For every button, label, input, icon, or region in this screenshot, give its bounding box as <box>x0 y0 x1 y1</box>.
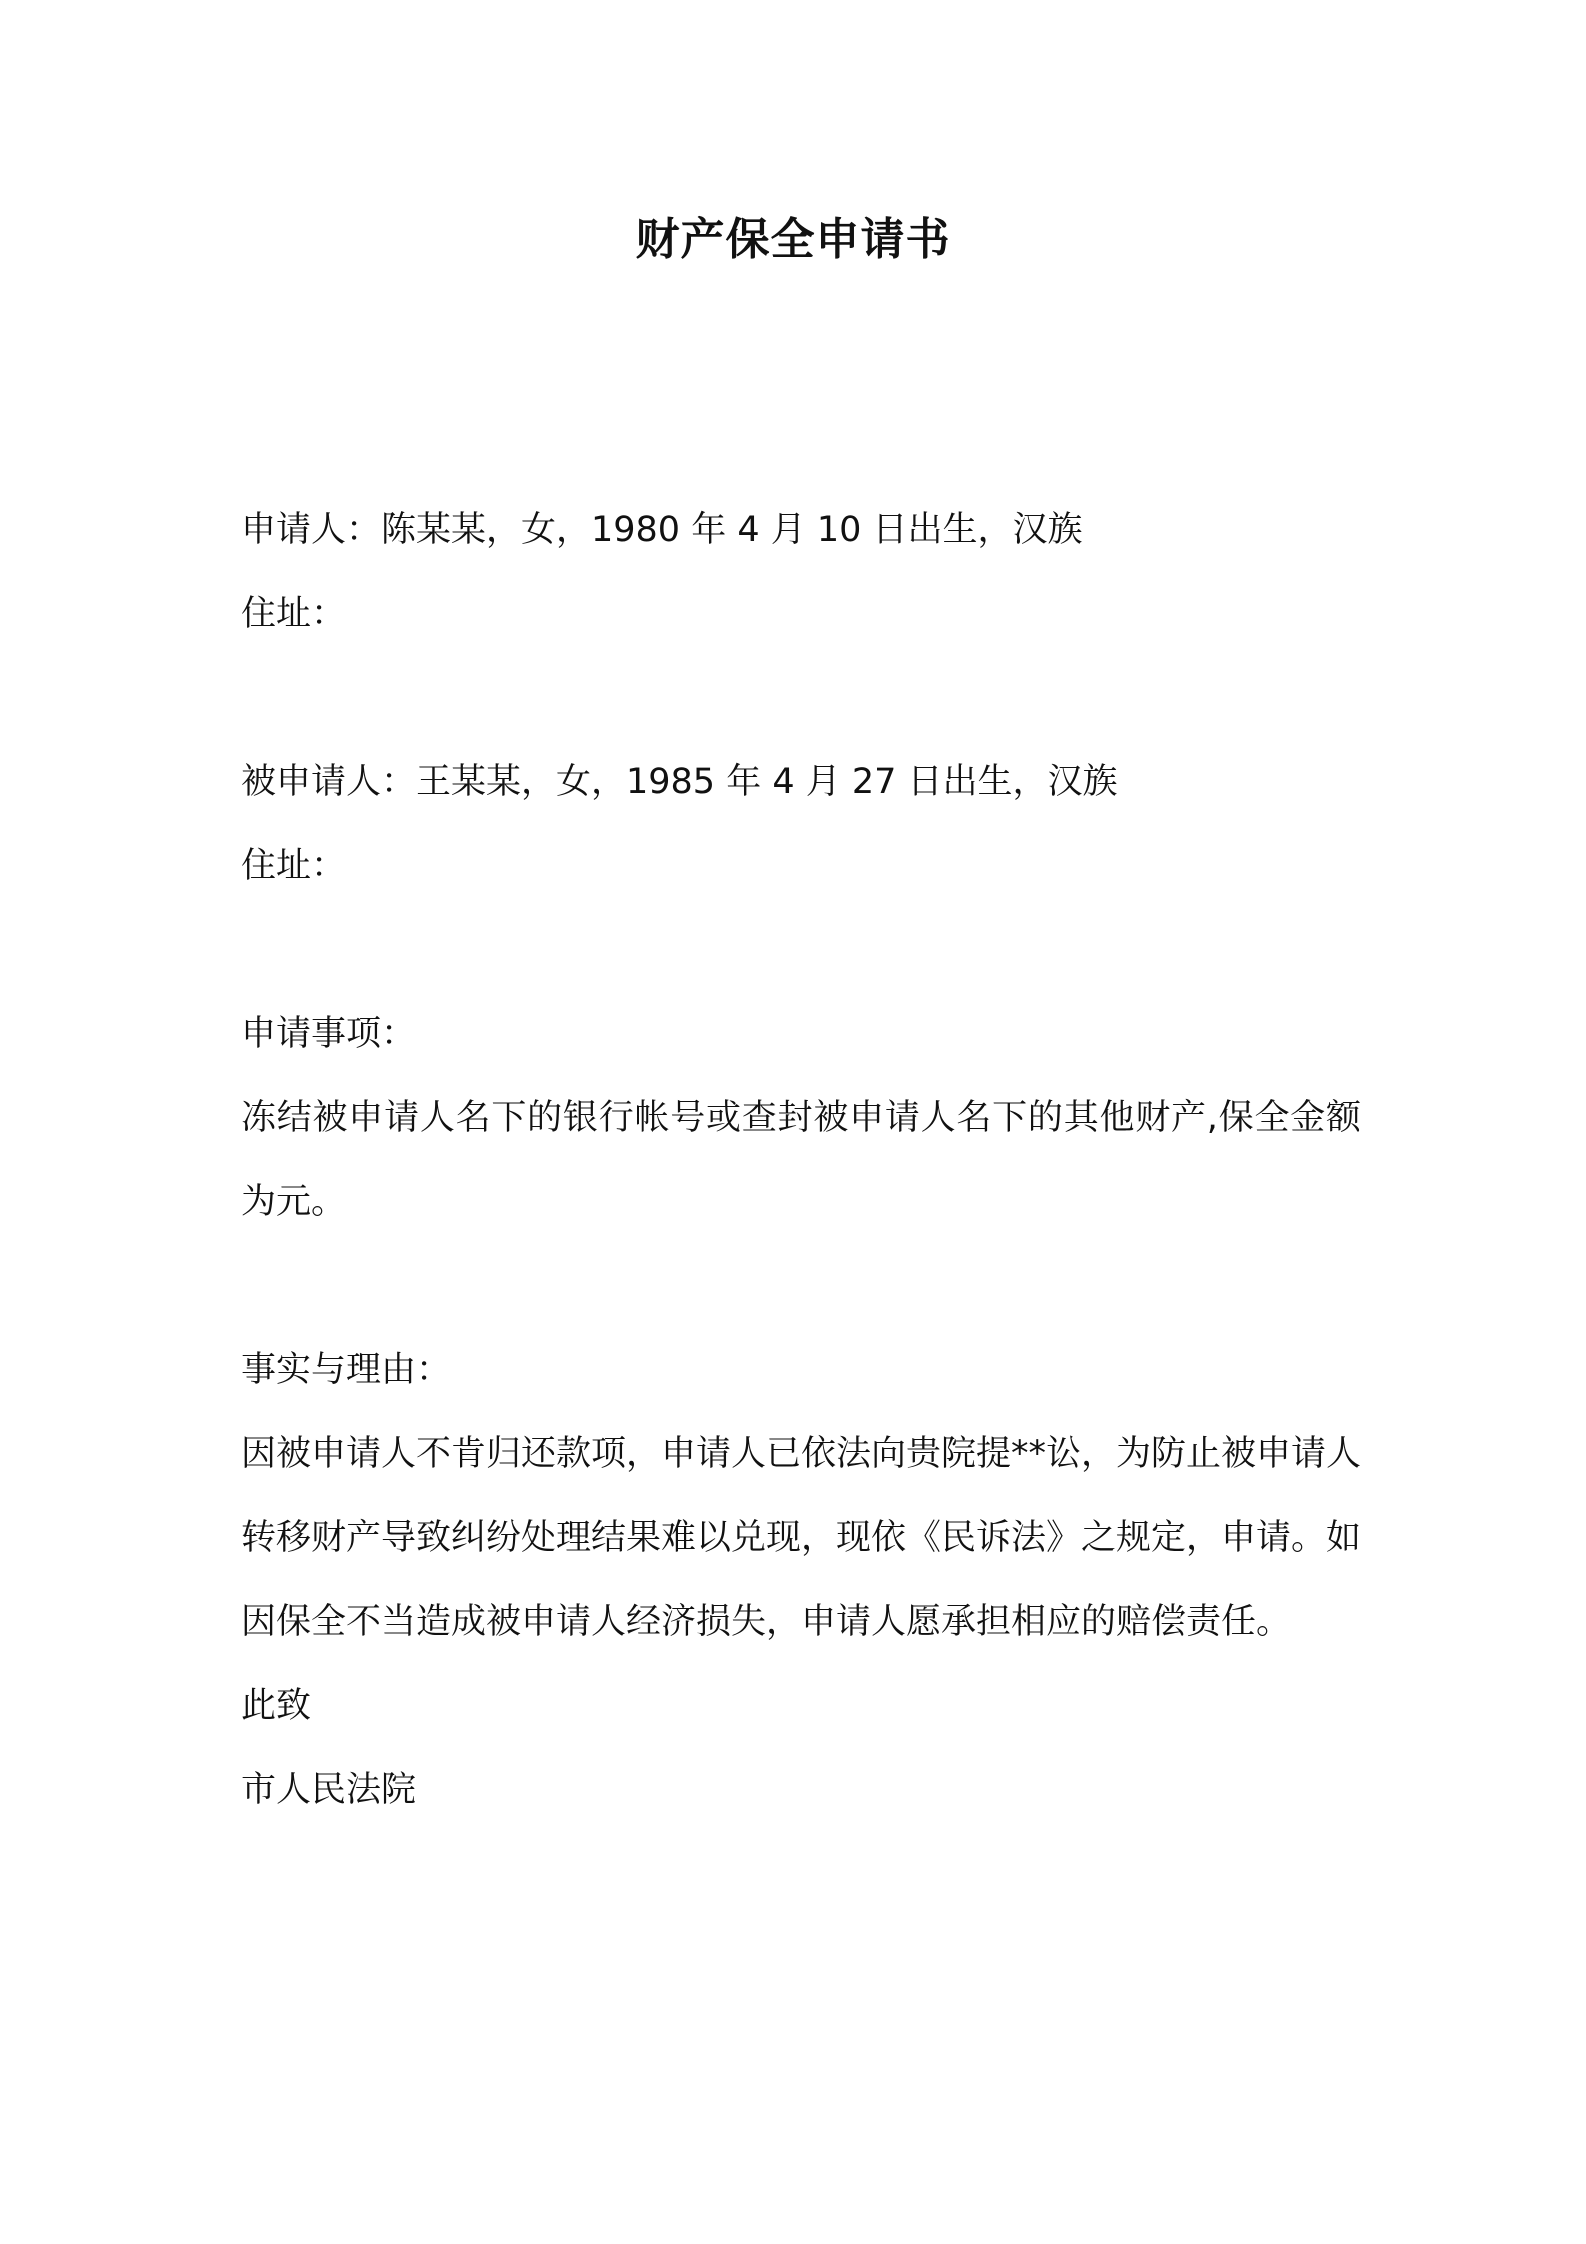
respondent-address: 住址： <box>241 846 347 886</box>
applicant-line: 申请人：陈某某，女，1980 年 4 月 10 日出生，汉族 <box>241 510 1083 550</box>
request-text: 冻结被申请人名下的银行帐号或查封被申请人名下的其他财产,保全金额为元。 <box>241 1098 1361 1222</box>
request-heading: 申请事项： <box>241 1014 417 1054</box>
facts-heading: 事实与理由： <box>241 1350 452 1390</box>
facts-text: 因被申请人不肯归还款项，申请人已依法向贵院提**讼，为防止被申请人转移财产导致纠纷处理结果难以兑现，现依《民诉法》之规定，申请。如因保全不当造成被申请人经济损失，申请人愿承担相应的赔偿责任。 <box>241 1434 1362 1642</box>
respondent-line: 被申请人：王某某，女，1985 年 4 月 27 日出生，汉族 <box>241 762 1118 802</box>
spacer <box>241 656 1361 740</box>
closing-salutation: 此致 <box>241 1686 312 1726</box>
applicant-address: 住址： <box>241 594 347 634</box>
spacer <box>241 1244 1361 1328</box>
spacer <box>241 908 1361 992</box>
document-body <box>241 488 1361 1832</box>
document-title: 财产保全申请书 <box>635 214 951 265</box>
closing-recipient: 市人民法院 <box>241 1770 417 1810</box>
